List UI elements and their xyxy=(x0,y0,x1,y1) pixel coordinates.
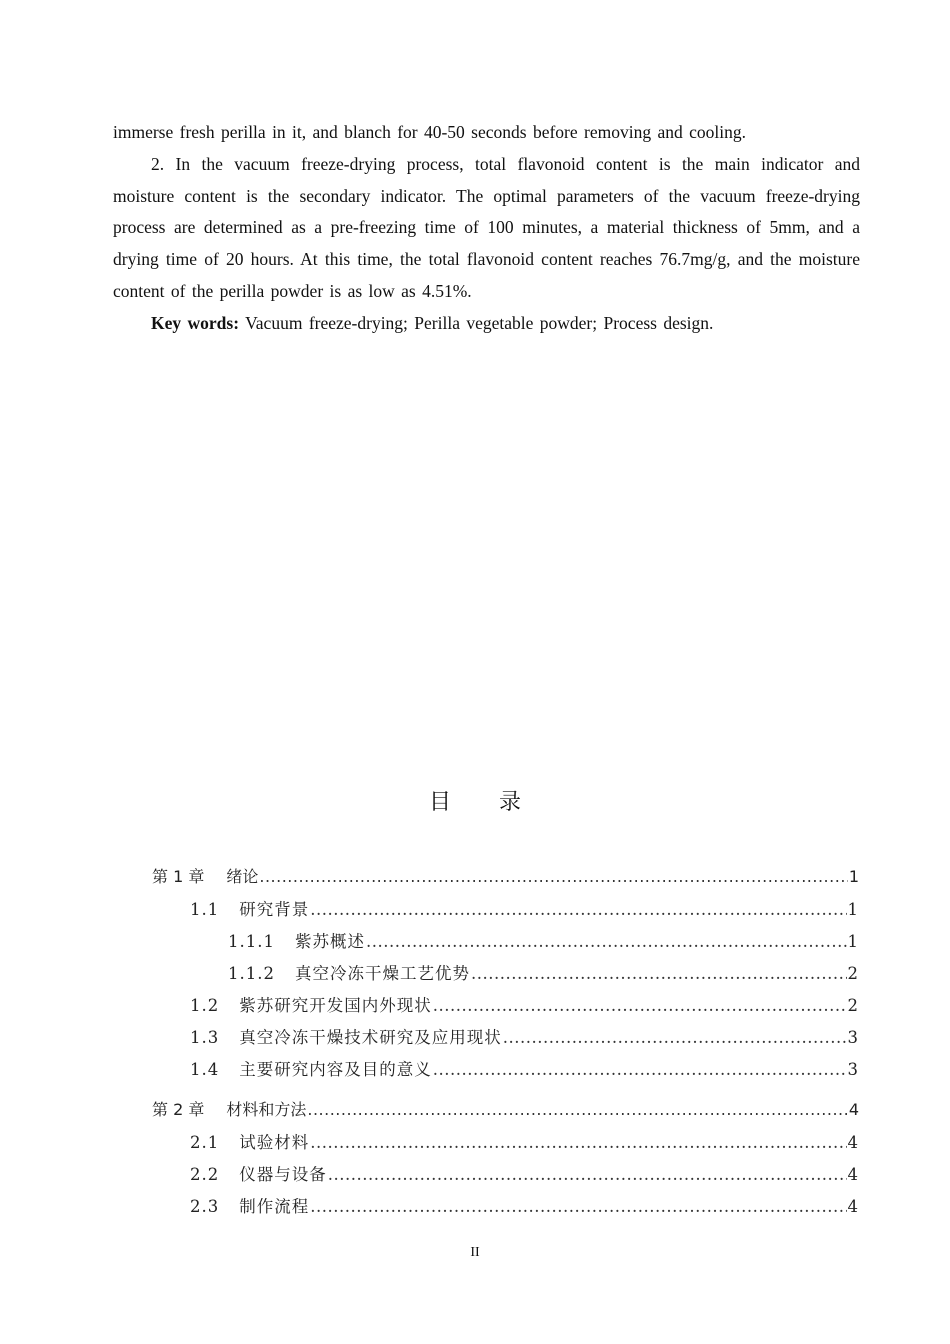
toc-entry-number: 1.1 xyxy=(190,900,220,919)
toc-entry-page: 2 xyxy=(847,996,859,1015)
toc-entry-number: 1.4 xyxy=(190,1060,220,1079)
toc-title xyxy=(0,785,950,816)
toc-entry-number: 2.3 xyxy=(190,1197,220,1216)
toc-entry-page: 2 xyxy=(847,964,859,983)
toc-entry-number: 第 2 章 xyxy=(152,1100,205,1119)
toc-entry-page: 4 xyxy=(848,1100,859,1119)
toc-entry-2-1[interactable] xyxy=(190,1129,859,1153)
toc-entry-chapter-1[interactable] xyxy=(152,864,859,888)
toc-title-char-1: 目 xyxy=(428,790,451,815)
toc-leader-dots xyxy=(328,1165,847,1184)
toc-entry-text: 制作流程 xyxy=(239,1197,310,1216)
toc-entry-page: 4 xyxy=(847,1133,859,1152)
toc-leader-dots xyxy=(259,867,847,886)
page-number: II xyxy=(470,1245,480,1260)
toc-entry-number: 1.1.2 xyxy=(228,964,275,983)
abstract-continuation: immerse fresh perilla in it, and blanch for 40-50 seconds before removing and cooling. xyxy=(113,122,746,142)
toc-entry-page: 3 xyxy=(847,1028,859,1047)
toc-entry-1-1[interactable] xyxy=(190,896,859,920)
toc-leader-dots xyxy=(310,900,846,919)
toc-entry-number: 1.3 xyxy=(190,1028,220,1047)
toc-leader-dots xyxy=(503,1028,847,1047)
toc-entry-text: 真空冷冻干燥工艺优势 xyxy=(294,964,470,983)
toc-entry-number: 1.1.1 xyxy=(228,932,275,951)
toc-entry-1-4[interactable] xyxy=(190,1056,859,1080)
toc-entry-text: 研究背景 xyxy=(239,900,310,919)
toc-entry-text: 紫苏概述 xyxy=(294,932,365,951)
toc-entry-1-2[interactable] xyxy=(190,992,859,1016)
toc-entry-text: 真空冷冻干燥技术研究及应用现状 xyxy=(239,1028,502,1047)
toc-entry-number: 2.2 xyxy=(190,1165,220,1184)
toc-entry-text: 绪论 xyxy=(226,867,259,886)
toc-entry-1-1-2[interactable] xyxy=(228,960,859,984)
toc-leader-dots xyxy=(366,932,847,951)
toc-entry-page: 1 xyxy=(848,867,859,886)
keywords-label: Key words: xyxy=(151,312,240,333)
toc-entry-text: 材料和方法 xyxy=(226,1100,307,1119)
toc-entry-page: 1 xyxy=(847,900,859,919)
abstract-section xyxy=(113,117,860,340)
toc-entry-number: 2.1 xyxy=(190,1133,220,1152)
toc-entry-page: 3 xyxy=(847,1060,859,1079)
toc-entry-page: 4 xyxy=(847,1165,859,1184)
toc-leader-dots xyxy=(433,1060,847,1079)
keywords-line xyxy=(113,308,860,340)
toc-title-char-2: 录 xyxy=(499,790,522,815)
toc-entry-1-3[interactable] xyxy=(190,1024,859,1048)
toc-leader-dots xyxy=(433,996,847,1015)
toc-entry-page: 4 xyxy=(847,1197,859,1216)
toc-entry-page: 1 xyxy=(847,932,859,951)
toc-entry-number: 第 1 章 xyxy=(152,867,205,886)
toc-entry-1-1-1[interactable] xyxy=(228,928,859,952)
toc-leader-dots xyxy=(307,1100,847,1119)
toc-entry-2-2[interactable] xyxy=(190,1161,859,1185)
abstract-point-2: 2. In the vacuum freeze-drying process, total flavonoid content is the main indicator and moisture content is the secondary indicator. The optimal parameters of the vacuum freeze-drying process are determined as a pre-freezing time of 100 minutes, a material thickness of 5mm, and a drying time of 20 hours. At this time, the total flavonoid content reaches 76.7mg/g, and the moisture content of the perilla powder is as low as 4.51%. xyxy=(113,153,860,301)
toc-entry-text: 试验材料 xyxy=(239,1133,310,1152)
toc-entry-text: 主要研究内容及目的意义 xyxy=(239,1060,432,1079)
toc-leader-dots xyxy=(471,964,847,983)
toc-leader-dots xyxy=(310,1197,846,1216)
toc-leader-dots xyxy=(310,1133,846,1152)
toc-entry-number: 1.2 xyxy=(190,996,220,1015)
toc-entry-text: 仪器与设备 xyxy=(239,1165,327,1184)
keywords-text: Vacuum freeze-drying; Perilla vegetable powder; Process design. xyxy=(245,312,714,333)
toc-entry-text: 紫苏研究开发国内外现状 xyxy=(239,996,432,1015)
toc-entry-2-3[interactable] xyxy=(190,1193,859,1217)
toc-entry-chapter-2[interactable] xyxy=(152,1097,859,1121)
